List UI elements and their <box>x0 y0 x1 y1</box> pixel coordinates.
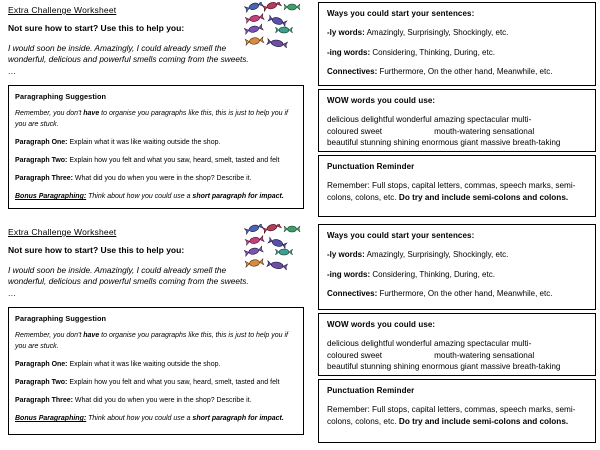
remember-text-before: Remember, you don't <box>15 332 84 340</box>
punctuation-text-bold: Do try and include semi-colons and colons. <box>398 192 569 202</box>
sweets-candy-clipart <box>244 224 306 270</box>
bonus-paragraphing-label: Bonus Paragraphing: <box>15 193 87 201</box>
punctuation-text <box>327 180 588 204</box>
wow-words-list <box>327 114 588 149</box>
paragraph-three-line <box>15 174 297 183</box>
punctuation-heading: Punctuation Reminder <box>327 386 415 395</box>
page-title: Extra Challenge Worksheet <box>8 227 117 237</box>
connectives-label: Connectives: <box>327 289 378 299</box>
remember-text-after: to organise you paragraphs like this, this is just to help you if you are stuck. <box>15 110 288 128</box>
paragraphing-remember <box>15 109 297 130</box>
sentence-starters-box <box>318 224 596 310</box>
ing-words-row <box>327 48 588 58</box>
paragraphing-suggestion-box <box>8 307 304 435</box>
punctuation-heading: Punctuation Reminder <box>327 162 415 171</box>
bonus-paragraphing-line <box>15 414 297 423</box>
wow-words-line-2b: mouth-watering sensational <box>434 126 535 136</box>
paragraphing-heading: Paragraphing Suggestion <box>15 314 107 324</box>
page-title: Extra Challenge Worksheet <box>8 5 117 15</box>
wow-words-line-1: delicious delightful wonderful amazing spectacular multi- <box>327 115 532 124</box>
remember-text-bold: have <box>83 332 100 340</box>
wow-words-line-2b: mouth-watering sensational <box>434 350 535 360</box>
ing-words-text: Considering, Thinking, During, etc. <box>370 47 495 57</box>
wow-words-line-3: beautiful stunning shining enormous giant massive breath-taking <box>327 138 561 148</box>
sentence-starters-box <box>318 2 596 86</box>
connectives-text: Furthermore, On the other hand, Meanwhile, etc. <box>377 67 553 77</box>
wow-words-box <box>318 89 596 152</box>
paragraph-two-line <box>15 378 297 387</box>
remember-text-after: to organise you paragraphs like this, this is just to help you if you are stuck. <box>15 332 288 350</box>
bonus-paragraphing-text: Think about how you could use a <box>86 415 193 423</box>
bonus-paragraphing-line <box>15 192 297 201</box>
remember-text-bold: have <box>83 110 100 118</box>
sentence-starters-heading: Ways you could start your sentences: <box>327 9 475 18</box>
paragraph-three-line <box>15 396 297 405</box>
paragraph-three-text: What did you do when you were in the shop? Describe it. <box>72 175 252 183</box>
paragraphing-remember <box>15 331 297 352</box>
paragraph-two-label: Paragraph Two: <box>15 379 68 387</box>
paragraph-two-line <box>15 156 297 165</box>
paragraph-one-line <box>15 138 297 147</box>
paragraph-one-text: Explain what it was like waiting outside the shop. <box>67 361 221 369</box>
ing-words-row <box>327 270 588 280</box>
paragraph-one-line <box>15 360 297 369</box>
ing-words-label: -ing words: <box>327 47 371 57</box>
left-column <box>0 222 312 450</box>
right-column <box>312 0 600 222</box>
remember-text-before: Remember, you don't <box>15 110 84 118</box>
paragraph-one-label: Paragraph One: <box>15 361 68 369</box>
start-prompt: Not sure how to start? Use this to help you: <box>8 23 185 34</box>
punctuation-text-normal: Remember: Full stops, capital letters, commas, speech marks, semi-colons, colons, etc. <box>327 405 576 426</box>
wow-words-heading: WOW words you could use: <box>327 96 436 105</box>
right-column <box>312 222 600 450</box>
paragraph-two-label: Paragraph Two: <box>15 157 68 165</box>
punctuation-reminder-box <box>318 379 596 443</box>
ly-words-label: -ly words: <box>327 250 365 259</box>
paragraphing-suggestion-box <box>8 85 304 209</box>
paragraph-one-label: Paragraph One: <box>15 139 68 147</box>
ly-words-row <box>327 28 588 38</box>
worksheet-copy-bottom <box>0 222 600 450</box>
wow-words-box <box>318 313 596 376</box>
paragraphing-heading: Paragraphing Suggestion <box>15 92 107 102</box>
paragraph-three-text: What did you do when you were in the shop? Describe it. <box>72 397 252 405</box>
wow-words-line-1: delicious delightful wonderful amazing spectacular multi- <box>327 339 532 348</box>
paragraph-two-text: Explain how you felt and what you saw, heard, smelt, tasted and felt <box>67 379 280 387</box>
bonus-paragraphing-emphasis: short paragraph for impact. <box>192 193 284 201</box>
paragraph-two-text: Explain how you felt and what you saw, heard, smelt, tasted and felt <box>67 157 280 165</box>
punctuation-text-bold: Do try and include semi-colons and colons. <box>398 416 569 426</box>
punctuation-text-normal: Remember: Full stops, capital letters, commas, speech marks, semi-colons, colons, etc. <box>327 181 576 202</box>
paragraph-three-label: Paragraph Three: <box>15 397 73 405</box>
punctuation-text <box>327 404 588 428</box>
left-column <box>0 0 312 222</box>
paragraph-three-label: Paragraph Three: <box>15 175 73 183</box>
paragraph-one-text: Explain what it was like waiting outside the shop. <box>67 139 221 147</box>
bonus-paragraphing-emphasis: short paragraph for impact. <box>192 415 284 423</box>
worksheet-copy-top <box>0 0 600 222</box>
example-paragraph: I would soon be inside. Amazingly, I could already smell the wonderful, delicious and powerful smells coming from the sweets. … <box>8 42 249 77</box>
connectives-row <box>327 67 588 77</box>
connectives-row <box>327 289 588 299</box>
sweets-candy-clipart <box>244 2 306 48</box>
start-prompt: Not sure how to start? Use this to help you: <box>8 245 185 256</box>
punctuation-reminder-box <box>318 155 596 217</box>
connectives-text: Furthermore, On the other hand, Meanwhile, etc. <box>377 289 553 299</box>
wow-words-heading: WOW words you could use: <box>327 320 436 329</box>
wow-words-line-2a: coloured sweet <box>327 350 383 360</box>
ly-words-row <box>327 250 588 260</box>
ly-words-label: -ly words: <box>327 28 365 37</box>
connectives-label: Connectives: <box>327 67 378 77</box>
wow-words-line-2a: coloured sweet <box>327 126 383 136</box>
ly-words-text: Amazingly, Surprisingly, Shockingly, etc. <box>364 250 509 259</box>
bonus-paragraphing-label: Bonus Paragraphing: <box>15 415 87 423</box>
example-paragraph: I would soon be inside. Amazingly, I could already smell the wonderful, delicious and powerful smells coming from the sweets. … <box>8 264 249 299</box>
ing-words-label: -ing words: <box>327 269 371 279</box>
ly-words-text: Amazingly, Surprisingly, Shockingly, etc. <box>364 28 509 37</box>
sentence-starters-heading: Ways you could start your sentences: <box>327 231 475 240</box>
ing-words-text: Considering, Thinking, During, etc. <box>370 269 495 279</box>
wow-words-line-3: beautiful stunning shining enormous giant massive breath-taking <box>327 362 561 372</box>
bonus-paragraphing-text: Think about how you could use a <box>86 193 193 201</box>
wow-words-list <box>327 338 588 373</box>
